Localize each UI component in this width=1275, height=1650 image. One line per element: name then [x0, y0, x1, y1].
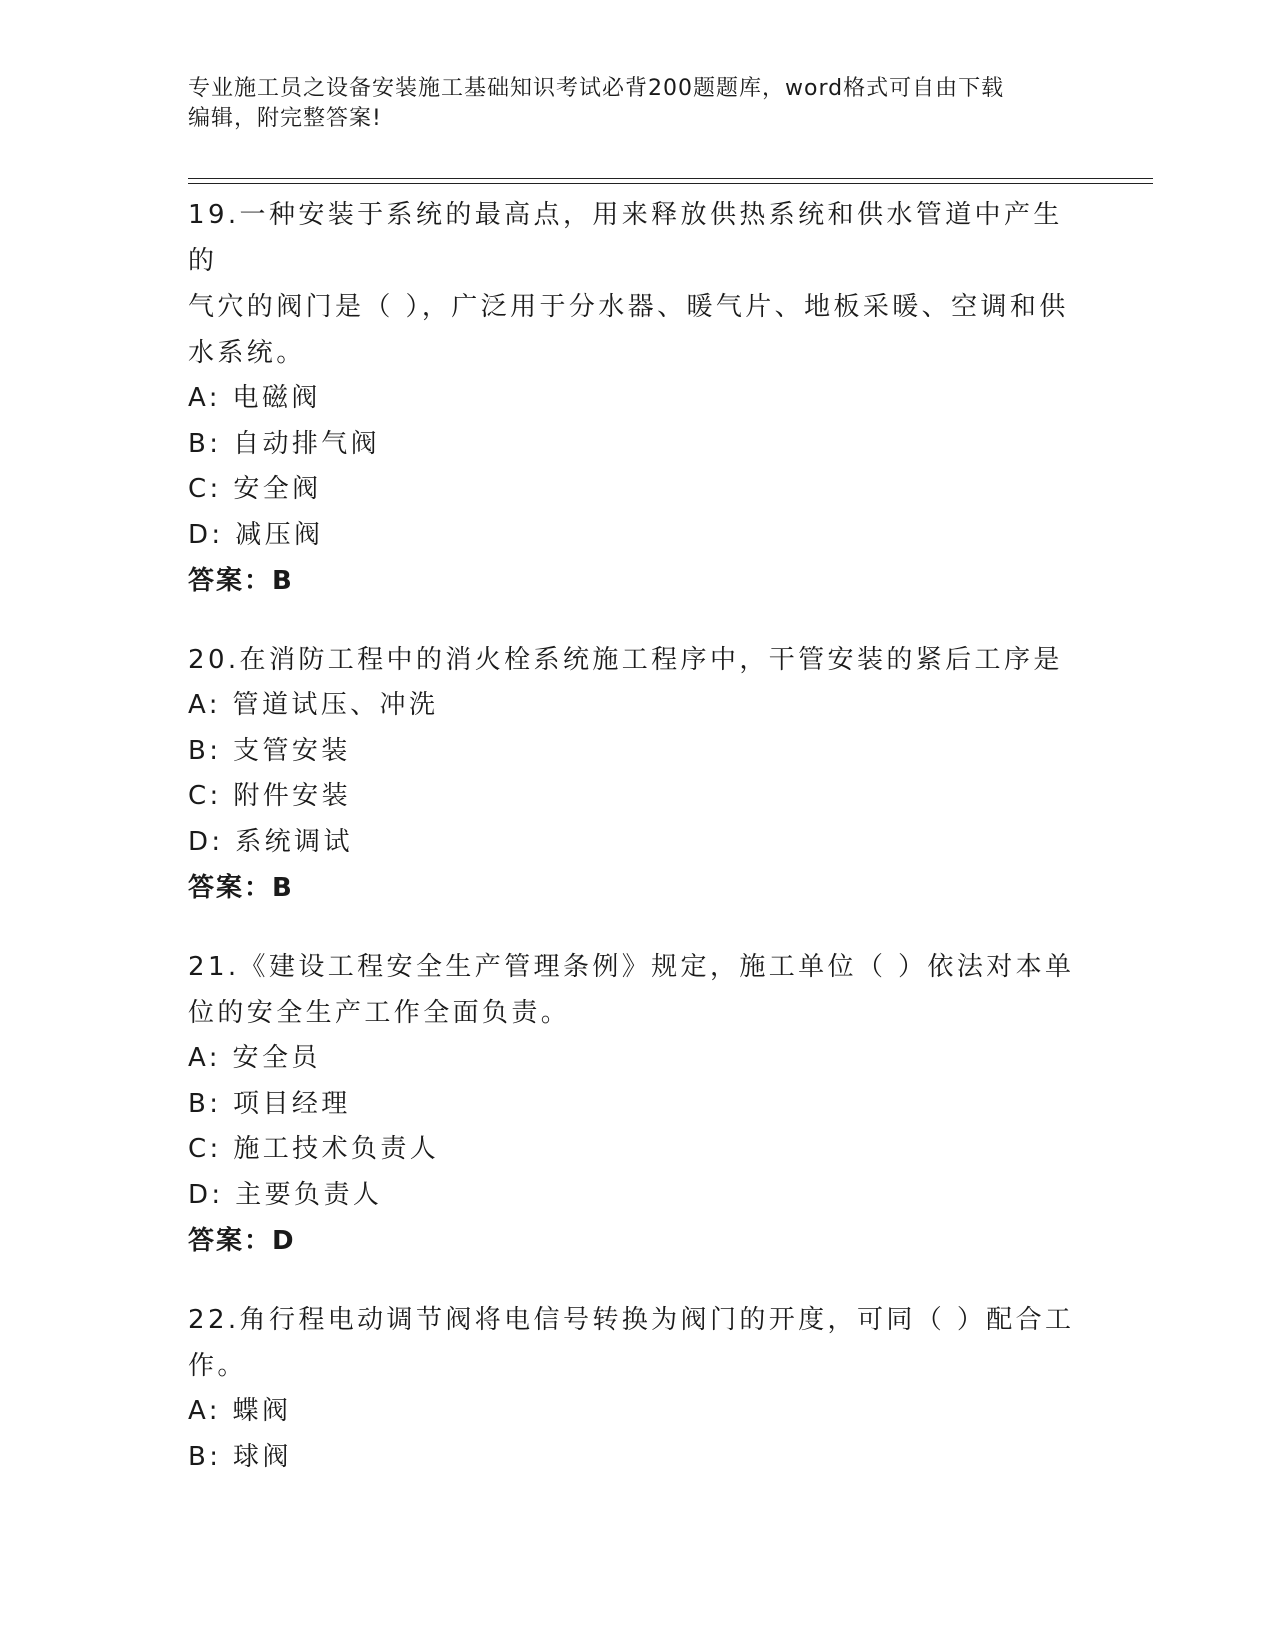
question-text — [188, 637, 1088, 683]
option-d: D: 减压阀 — [188, 519, 324, 550]
option-a: A: 电磁阀 — [188, 383, 321, 413]
document-header — [188, 74, 1088, 134]
question-text — [188, 1297, 1088, 1389]
option-b: B: 支管安装 — [188, 735, 351, 766]
question-text-line: 作。 — [188, 1351, 247, 1381]
question-21 — [188, 944, 1088, 1264]
option-b: B: 项目经理 — [188, 1088, 351, 1119]
answer: 答案：D — [188, 1226, 296, 1256]
question-19 — [188, 192, 1088, 604]
question-text-line: 22.角行程电动调节阀将电信号转换为阀门的开度，可同（ ）配合工 — [188, 1305, 1075, 1335]
header-line-2: 编辑，附完整答案! — [188, 106, 382, 131]
question-text-line: 位的安全生产工作全面负责。 — [188, 998, 571, 1028]
option-d: D: 主要负责人 — [188, 1179, 383, 1210]
header-line-1: 专业施工员之设备安装施工基础知识考试必背200题题库，word格式可自由下载 — [188, 76, 1005, 101]
question-text-line: 21.《建设工程安全生产管理条例》规定，施工单位（ ）依法对本单 — [188, 952, 1075, 982]
question-text-line: 20.在消防工程中的消火栓系统施工程序中，干管安装的紧后工序是 — [188, 645, 1063, 675]
option-a: A: 蝶阀 — [188, 1396, 292, 1426]
question-text-line: 水系统。 — [188, 338, 306, 368]
option-b: B: 球阀 — [188, 1441, 292, 1472]
question-text-line: 气穴的阀门是（ ），广泛用于分水器、暖气片、地板采暖、空调和供 — [188, 292, 1069, 322]
header-divider-top — [188, 178, 1153, 179]
answer: 答案：B — [188, 873, 294, 903]
option-a: A: 管道试压、冲洗 — [188, 690, 439, 720]
option-c: C: 安全阀 — [188, 474, 322, 504]
question-20 — [188, 637, 1088, 911]
question-text-line: 19.一种安装于系统的最高点，用来释放供热系统和供水管道中产生的 — [188, 200, 1063, 276]
header-divider-bottom — [188, 183, 1153, 184]
question-22 — [188, 1297, 1088, 1480]
answer: 答案：B — [188, 566, 294, 596]
question-text — [188, 192, 1088, 376]
option-c: C: 附件安装 — [188, 781, 351, 811]
option-c: C: 施工技术负责人 — [188, 1134, 440, 1164]
option-d: D: 系统调试 — [188, 826, 353, 857]
question-text — [188, 944, 1088, 1036]
option-a: A: 安全员 — [188, 1043, 321, 1073]
question-list — [188, 192, 1088, 1513]
option-b: B: 自动排气阀 — [188, 428, 381, 459]
